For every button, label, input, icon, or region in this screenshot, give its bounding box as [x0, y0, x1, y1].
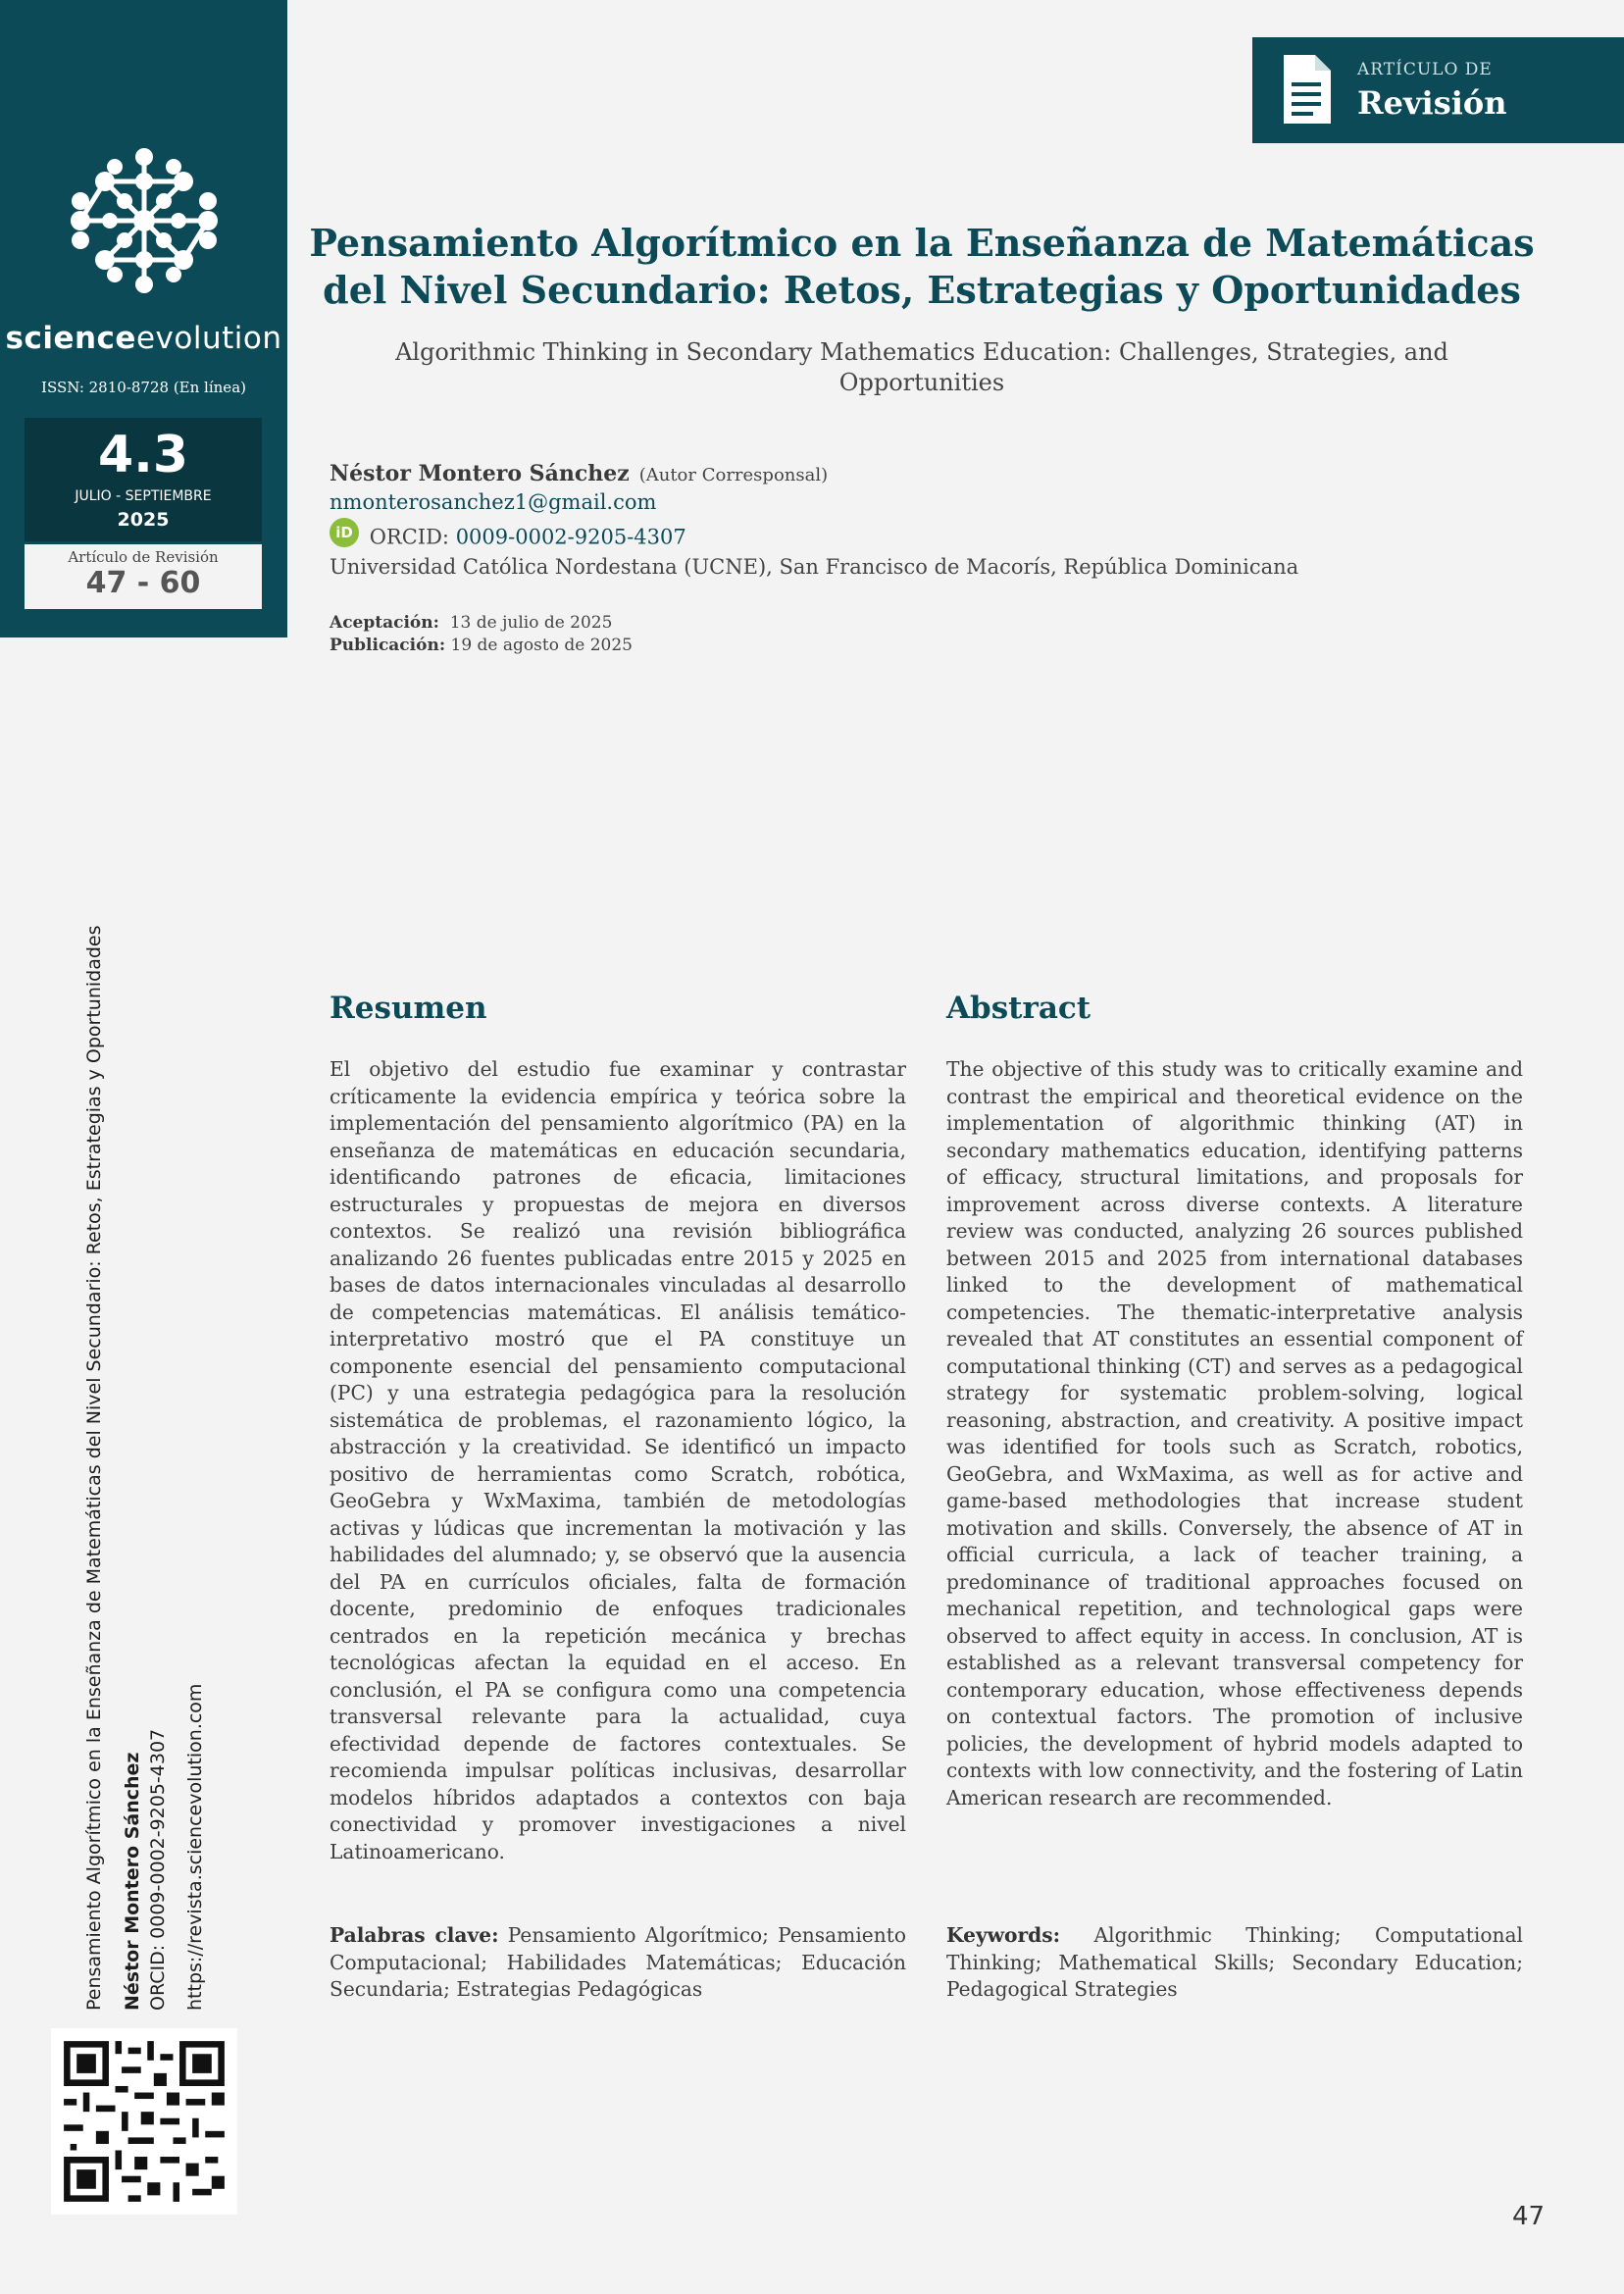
abstract-heading: Abstract — [946, 991, 1091, 1026]
article-type-badge — [1252, 37, 1624, 143]
qr-code-icon[interactable] — [51, 2028, 237, 2215]
page-number: 47 — [1512, 2202, 1546, 2231]
sidebar-orcid: ORCID: 0009-0002-9205-4307 — [147, 1728, 169, 2011]
orcid-link[interactable]: 0009-0002-9205-4307 — [455, 525, 686, 549]
sidebar-article-title: Pensamiento Algorítmico en la Enseñanza de Matemáticas del Nivel Secundario: Retos, Estrategias y Oportunidades — [83, 925, 105, 2011]
orcid-icon: iD — [330, 518, 359, 547]
issue-period: JULIO - SEPTIEMBRE — [75, 488, 212, 504]
journal-brand: scienceevolution — [5, 321, 282, 356]
sidebar-author: Néstor Montero Sánchez — [122, 1752, 143, 2011]
author-affiliation: Universidad Católica Nordestana (UCNE), San Francisco de Macorís, República Dominicana — [330, 555, 1299, 579]
journal-panel — [0, 0, 287, 637]
badge-small-label: ARTÍCULO DE — [1357, 60, 1493, 79]
sidebar-url-link[interactable]: https://revista.sciencevolution.com — [184, 1683, 206, 2011]
article-title: Pensamiento Algorítmico en la Enseñanza de Matemáticas del Nivel Secundario: Retos, Estrategias y Oportunidades — [309, 221, 1535, 312]
issue-box — [25, 418, 262, 541]
article-dates: Aceptación: 13 de julio de 2025 Publicación: 19 de agosto de 2025 — [330, 613, 633, 655]
resumen-heading: Resumen — [330, 991, 487, 1026]
author-line — [330, 461, 828, 486]
orcid-label: ORCID: — [369, 525, 449, 549]
article-subtitle: Algorithmic Thinking in Secondary Mathematics Education: Challenges, Strategies, and Opportunities — [395, 338, 1448, 396]
resumen-text: El objetivo del estudio fue examinar y contrastar críticamente la evidencia empírica y teórica sobre la implementación del pensamiento algorítmico (PA) en la enseñanza de matemáticas en educación secundaria, identificando patrones de eficacia, limitaciones estructurales y propuestas de mejora en diversos contextos. Se realizó una revisión bibliográfica analizando 26 fuentes publicadas entre 2015 y 2025 en bases de datos internacionales vinculadas al desarrollo de competencias matemáticas. El análisis temático-interpretativo mostró que el PA constituye un componente esencial del pensamiento computacional (PC) y una estrategia pedagógica para la resolución sistemática de problemas, el razonamiento lógico, la abstracción y la creatividad. Se identificó un impacto positivo de herramientas como Scratch, robótica, GeoGebra y WxMaxima, también de metodologías activas y lúdicas que incrementan la motivación y las habilidades del alumnado; y, se observó que la ausencia del PA en currículos oficiales, falta de formación docente, predominio de enfoques tradicionales centrados en la repetición mecánica y brechas tecnológicas afectan la equidad en el acceso. En conclusión, el PA se configura como una competencia transversal relevante para la actualidad, cuya efectividad depende de factores contextuales. Se recomienda impulsar políticas inclusivas, desarrollar modelos híbridos adaptados a contextos con baja conectividad y promover investigaciones a nivel Latinoamericano. — [330, 1057, 906, 1863]
document-icon — [1280, 53, 1333, 126]
author-email-link[interactable]: nmonterosanchez1@gmail.com — [330, 490, 657, 514]
sciencevolution-logo-icon — [61, 147, 228, 294]
abstract-text: The objective of this study was to critically examine and contrast the empirical and theoretical evidence on the implementation of algorithmic thinking (AT) in secondary mathematics education, identifying patterns of efficacy, structural limitations, and proposals for improvement across diverse contexts. A literature review was conducted, analyzing 26 sources published between 2015 and 2025 from international databases linked to the development of mathematical competencies. The thematic-interpretative analysis revealed that AT constitutes an essential component of computational thinking (CT) and serves as a pedagogical strategy for systematic problem-solving, logical reasoning, abstraction, and creativity. A positive impact was identified for tools such as Scratch, robotics, GeoGebra, and WxMaxima, as well as for active and game-based methodologies that increase student motivation and skills. Conversely, the absence of AT in official curricula, a lack of teacher training, a predominance of traditional approaches focused on mechanical repetition, and technological gaps were observed to affect equity in access. In conclusion, AT is established as a relevant transversal competency for contemporary education, whose effectiveness depends on contextual factors. The promotion of inclusive policies, the development of hybrid models adapted to contexts with low connectivity, and the fostering of Latin American research are recommended. — [946, 1057, 1523, 1810]
acceptance-date: 13 de julio de 2025 — [449, 613, 613, 633]
resumen-keywords: Palabras clave: Pensamiento Algorítmico; Pensamiento Computacional; Habilidades Matemáticas; Educación Secundaria; Estrategias Pedagógicas — [330, 1923, 906, 2001]
author-name: Néstor Montero Sánchez — [330, 461, 630, 486]
badge-big-label: Revisión — [1357, 84, 1507, 122]
page-range: 47 - 60 — [85, 566, 201, 600]
pages-box — [25, 544, 262, 609]
orcid-line — [330, 524, 686, 553]
author-role: (Autor Corresponsal) — [638, 465, 829, 485]
abstract-keywords: Keywords: Algorithmic Thinking; Computational Thinking; Mathematical Skills; Secondary Education; Pedagogical Strategies — [946, 1923, 1523, 2001]
article-type-label: Artículo de Revisión — [68, 548, 219, 566]
issue-number: 4.3 — [97, 426, 189, 484]
issue-year: 2025 — [117, 509, 170, 531]
journal-issn: ISSN: 2810-8728 (En línea) — [41, 379, 246, 396]
publication-date: 19 de agosto de 2025 — [450, 636, 633, 655]
